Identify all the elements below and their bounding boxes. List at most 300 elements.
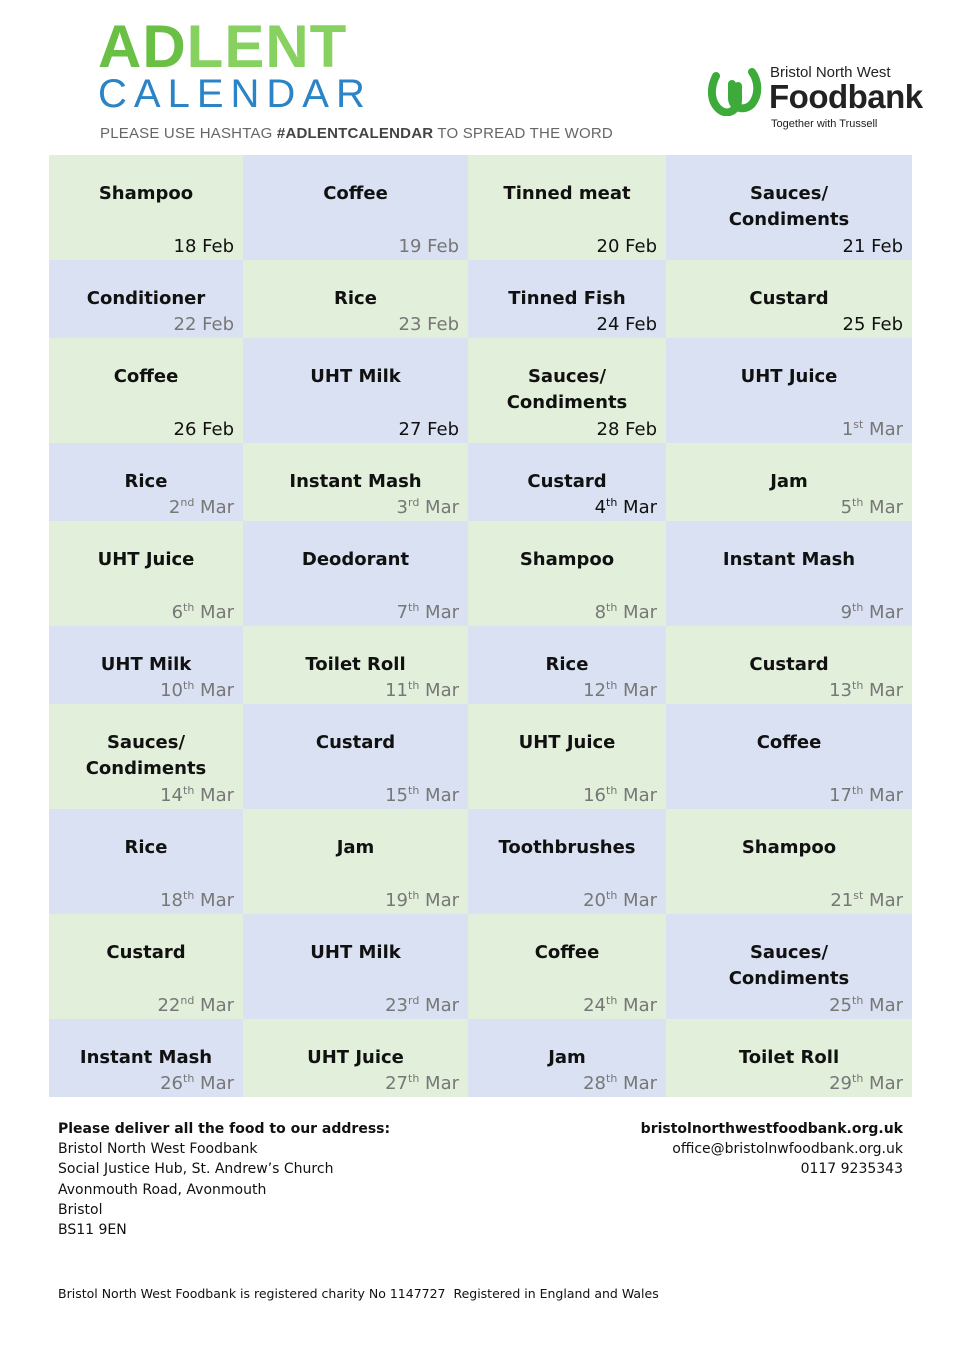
date-month: Mar: [194, 1073, 234, 1094]
calendar-day: [243, 443, 468, 521]
address-line: BS11 9EN: [58, 1222, 127, 1239]
calendar-day: [243, 914, 468, 1019]
date-month: Feb: [865, 236, 903, 257]
day-date: [597, 418, 658, 442]
date-month: Mar: [194, 785, 234, 806]
donation-item-line: Instant Mash: [722, 549, 856, 570]
date-ordinal: th: [183, 679, 195, 692]
date-day: 27: [385, 1073, 409, 1094]
date-day: 28: [596, 419, 620, 440]
day-date: [583, 784, 657, 808]
date-day: 26: [173, 419, 197, 440]
date-day: 28: [583, 1073, 607, 1094]
logo-lent: LENT: [186, 13, 348, 80]
donation-item-line: Toothbrushes: [498, 837, 636, 858]
day-date: [830, 889, 903, 913]
day-date: [174, 235, 235, 259]
date-month: Mar: [617, 890, 657, 911]
calendar-day: [468, 155, 666, 260]
donation-item-line: Toilet Roll: [305, 654, 406, 675]
calendar-day: [49, 704, 243, 809]
donation-item: [666, 652, 912, 678]
date-day: 22: [157, 995, 181, 1016]
date-month: Mar: [617, 497, 657, 518]
date-ordinal: th: [606, 679, 618, 692]
donation-item-line: Custard: [749, 654, 829, 675]
day-date: [583, 889, 657, 913]
donation-item-line: Rice: [334, 288, 377, 309]
day-date: [160, 679, 234, 703]
date-day: 10: [160, 680, 184, 701]
donation-item-line: Custard: [315, 732, 396, 753]
donation-item: [243, 364, 468, 390]
day-date: [843, 235, 904, 259]
donation-item-line: Jam: [548, 1047, 586, 1068]
date-month: Mar: [617, 602, 657, 623]
donation-item-line: Rice: [124, 837, 168, 858]
logo-calendar: CALENDAR: [98, 72, 372, 116]
date-day: 20: [583, 890, 607, 911]
donation-item-line: Coffee: [113, 366, 179, 387]
date-day: 25: [842, 314, 866, 335]
date-ordinal: th: [606, 496, 618, 509]
date-ordinal: th: [183, 784, 195, 797]
date-day: 5: [840, 497, 853, 518]
donation-item-line: Custard: [527, 471, 607, 492]
phone-number: 0117 9235343: [800, 1161, 903, 1178]
date-ordinal: rd: [408, 994, 420, 1007]
tagline-hashtag: #ADLENTCALENDAR: [276, 125, 434, 142]
calendar-day: [243, 626, 468, 704]
donation-item: [49, 652, 243, 678]
date-day: 23: [385, 995, 408, 1016]
date-day: 18: [160, 890, 184, 911]
date-month: Feb: [196, 236, 234, 257]
calendar-day: [468, 338, 666, 443]
donation-item: [666, 547, 912, 573]
calendar-day: [666, 260, 912, 338]
date-day: 12: [583, 680, 607, 701]
donation-item-line: Sauces/: [749, 183, 829, 204]
donation-item: [243, 286, 468, 312]
calendar-day: [49, 155, 243, 260]
calendar-day: [49, 443, 243, 521]
date-month: Mar: [419, 890, 459, 911]
date-day: 4: [594, 497, 607, 518]
calendar-day: [243, 809, 468, 914]
day-date: [399, 235, 460, 259]
calendar-day: [49, 338, 243, 443]
day-date: [157, 994, 234, 1018]
date-month: Feb: [421, 236, 459, 257]
date-day: 15: [385, 785, 409, 806]
donation-item: [468, 730, 666, 756]
day-date: [597, 313, 658, 337]
foodbank-logo: [708, 64, 923, 134]
logo-wordmark: [98, 13, 372, 80]
donation-item: [49, 940, 243, 966]
date-ordinal: th: [183, 1072, 195, 1085]
calendar-day: [468, 809, 666, 914]
date-month: Feb: [421, 419, 459, 440]
date-day: 27: [398, 419, 422, 440]
foodbank-mark-icon: [708, 68, 762, 116]
date-ordinal: th: [183, 601, 195, 614]
day-date: [843, 313, 904, 337]
calendar-day: [468, 260, 666, 338]
donation-item-line: Tinned meat: [503, 183, 631, 204]
donation-item: [243, 652, 468, 678]
date-month: Mar: [419, 602, 459, 623]
day-date: [595, 496, 657, 520]
donation-item: [49, 286, 243, 312]
date-month: Mar: [863, 890, 903, 911]
donation-item-line: UHT Milk: [310, 366, 401, 387]
adlent-calendar-logo: [98, 13, 372, 116]
donation-item-line: UHT Juice: [740, 366, 838, 387]
date-month: Feb: [619, 236, 657, 257]
donation-item: [468, 364, 666, 416]
address-line: Avonmouth Road, Avonmouth: [58, 1181, 267, 1198]
donation-item: [666, 364, 912, 390]
day-date: [385, 784, 459, 808]
day-date: [160, 889, 234, 913]
charity-notice: Bristol North West Foodbank is registered charity No 1147727 Registered in England and Wales: [58, 1286, 659, 1301]
date-ordinal: th: [606, 601, 618, 614]
date-day: 17: [829, 785, 853, 806]
calendar-row: [49, 521, 912, 626]
address-heading: Please deliver all the food to our address:: [58, 1121, 391, 1137]
calendar-day: [468, 704, 666, 809]
donation-item-line: Tinned Fish: [508, 288, 626, 309]
date-month: Mar: [617, 995, 657, 1016]
date-month: Mar: [617, 1073, 657, 1094]
donation-item: [666, 469, 912, 495]
calendar-day: [666, 338, 912, 443]
date-month: Feb: [196, 314, 234, 335]
calendar-day: [666, 521, 912, 626]
donation-item-line: Instant Mash: [79, 1047, 213, 1068]
day-date: [397, 496, 459, 520]
donation-item-line: Jam: [770, 471, 808, 492]
donation-item-line: Coffee: [323, 183, 388, 204]
day-date: [160, 1072, 234, 1096]
calendar-day: [243, 338, 468, 443]
date-month: Mar: [863, 680, 903, 701]
calendar-row: [49, 443, 912, 521]
date-ordinal: th: [852, 784, 864, 797]
donation-item: [243, 730, 468, 756]
date-ordinal: th: [408, 601, 420, 614]
date-month: Mar: [617, 680, 657, 701]
date-day: 3: [396, 497, 408, 518]
date-month: Feb: [421, 314, 459, 335]
date-month: Mar: [863, 785, 903, 806]
donation-item: [49, 547, 243, 573]
calendar-day: [49, 809, 243, 914]
calendar-row: [49, 704, 912, 809]
date-day: 8: [594, 602, 607, 623]
calendar-day: [49, 260, 243, 338]
donation-item: [666, 181, 912, 233]
date-day: 13: [829, 680, 853, 701]
donation-item: [49, 364, 243, 390]
date-ordinal: th: [408, 1072, 420, 1085]
date-ordinal: th: [606, 784, 618, 797]
calendar-row: [49, 260, 912, 338]
donation-item: [666, 940, 912, 992]
calendar-row: [49, 809, 912, 914]
donation-item: [468, 1045, 666, 1071]
donation-item-line: Sauces/: [527, 366, 607, 387]
calendar-row: [49, 338, 912, 443]
donation-item: [243, 1045, 468, 1071]
day-date: [385, 889, 459, 913]
day-date: [841, 601, 903, 625]
calendar-day: [666, 626, 912, 704]
day-date: [595, 601, 657, 625]
day-date: [829, 679, 903, 703]
donation-item: [468, 286, 666, 312]
date-month: Mar: [863, 497, 903, 518]
day-date: [597, 235, 658, 259]
donation-item-line: Toilet Roll: [738, 1047, 840, 1068]
donation-item-line: Jam: [336, 837, 375, 858]
date-month: Mar: [419, 995, 459, 1016]
calendar-day: [666, 914, 912, 1019]
calendar-row: [49, 155, 912, 260]
day-date: [385, 994, 459, 1018]
day-date: [399, 313, 460, 337]
date-ordinal: st: [853, 889, 864, 902]
calendar-day: [468, 443, 666, 521]
delivery-address: [58, 1119, 390, 1240]
donation-item-line: UHT Juice: [307, 1047, 404, 1068]
calendar-row: [49, 1019, 912, 1097]
email-link[interactable]: office@bristolnwfoodbank.org.uk: [672, 1141, 903, 1158]
address-line: Social Justice Hub, St. Andrew’s Church: [58, 1161, 334, 1178]
day-date: [583, 994, 657, 1018]
website-link[interactable]: bristolnorthwestfoodbank.org.uk: [640, 1121, 903, 1137]
date-month: Feb: [196, 419, 234, 440]
calendar-day: [49, 626, 243, 704]
calendar-day: [243, 1019, 468, 1097]
date-day: 16: [583, 785, 607, 806]
calendar-day: [243, 155, 468, 260]
donation-item-line: Condiments: [728, 209, 850, 230]
donation-item-line: Custard: [106, 942, 186, 963]
day-date: [172, 601, 234, 625]
date-day: 20: [596, 236, 620, 257]
date-month: Mar: [194, 995, 234, 1016]
donation-item-line: Deodorant: [301, 549, 410, 570]
date-day: 29: [829, 1073, 853, 1094]
date-day: 21: [830, 890, 854, 911]
day-date: [829, 784, 903, 808]
day-date: [399, 418, 460, 442]
date-month: Mar: [419, 680, 459, 701]
donation-item: [468, 547, 666, 573]
date-month: Feb: [619, 314, 657, 335]
donation-item: [243, 940, 468, 966]
donation-item-line: Condiments: [85, 758, 207, 779]
date-month: Feb: [865, 314, 903, 335]
date-day: 14: [160, 785, 184, 806]
date-day: 11: [385, 680, 409, 701]
date-day: 21: [842, 236, 866, 257]
day-date: [160, 784, 234, 808]
donation-item-line: Shampoo: [519, 549, 615, 570]
donation-item: [49, 730, 243, 782]
date-month: Mar: [863, 1073, 903, 1094]
donation-item-line: Rice: [124, 471, 168, 492]
date-ordinal: th: [852, 496, 864, 509]
date-month: Feb: [619, 419, 657, 440]
date-ordinal: th: [852, 1072, 864, 1085]
date-day: 24: [583, 995, 607, 1016]
date-day: 26: [160, 1073, 184, 1094]
donation-item: [468, 469, 666, 495]
donation-item: [49, 181, 243, 207]
calendar-grid: [49, 155, 912, 1097]
calendar-day: [243, 521, 468, 626]
day-date: [829, 994, 903, 1018]
date-day: 1: [841, 419, 854, 440]
date-month: Mar: [419, 785, 459, 806]
date-day: 19: [385, 890, 409, 911]
date-ordinal: nd: [180, 994, 195, 1007]
date-ordinal: th: [606, 889, 618, 902]
donation-item: [243, 181, 468, 207]
donation-item: [666, 835, 912, 861]
donation-item-line: UHT Juice: [97, 549, 195, 570]
date-month: Mar: [194, 602, 234, 623]
date-month: Mar: [194, 890, 234, 911]
date-day: 24: [596, 314, 620, 335]
donation-item: [49, 835, 243, 861]
date-ordinal: th: [183, 889, 195, 902]
calendar-day: [666, 443, 912, 521]
date-ordinal: th: [408, 784, 420, 797]
donation-item-line: Shampoo: [98, 183, 194, 204]
org-region: Bristol North West: [770, 64, 891, 81]
date-month: Mar: [617, 785, 657, 806]
date-day: 18: [173, 236, 197, 257]
day-date: [174, 313, 235, 337]
date-ordinal: th: [408, 889, 420, 902]
date-ordinal: st: [853, 418, 864, 431]
donation-item-line: Conditioner: [86, 288, 206, 309]
donation-item-line: Coffee: [756, 732, 822, 753]
calendar-day: [666, 155, 912, 260]
donation-item-line: UHT Juice: [518, 732, 616, 753]
donation-item-line: Coffee: [534, 942, 600, 963]
address-line: Bristol North West Foodbank: [58, 1141, 258, 1158]
date-day: 6: [171, 602, 184, 623]
date-ordinal: nd: [180, 496, 195, 509]
calendar-row: [49, 626, 912, 704]
calendar-day: [666, 1019, 912, 1097]
date-day: 22: [173, 314, 197, 335]
day-date: [841, 496, 903, 520]
donation-item: [243, 469, 468, 495]
donation-item: [666, 730, 912, 756]
donation-item-line: Condiments: [506, 392, 628, 413]
donation-item: [49, 469, 243, 495]
calendar-day: [468, 626, 666, 704]
donation-item: [243, 835, 468, 861]
calendar-day: [468, 914, 666, 1019]
calendar-day: [468, 1019, 666, 1097]
donation-item-line: UHT Milk: [310, 942, 401, 963]
date-month: Mar: [863, 602, 903, 623]
calendar-day: [49, 521, 243, 626]
date-ordinal: th: [852, 994, 864, 1007]
donation-item-line: Shampoo: [741, 837, 837, 858]
day-date: [385, 679, 459, 703]
donation-item: [49, 1045, 243, 1071]
date-day: 2: [168, 497, 181, 518]
org-tagline: Together with Trussell: [771, 118, 878, 130]
address-line: Bristol: [58, 1201, 103, 1218]
date-ordinal: th: [852, 679, 864, 692]
hashtag-tagline: [100, 125, 613, 142]
donation-item: [468, 835, 666, 861]
date-ordinal: th: [606, 1072, 618, 1085]
donation-item-line: Rice: [545, 654, 589, 675]
day-date: [829, 1072, 903, 1096]
donation-item-line: Custard: [749, 288, 829, 309]
donation-item-line: Sauces/: [749, 942, 829, 963]
donation-item: [468, 181, 666, 207]
tagline-post: TO SPREAD THE WORD: [433, 125, 613, 142]
day-date: [397, 601, 459, 625]
org-name: Foodbank: [769, 78, 923, 115]
calendar-day: [243, 260, 468, 338]
donation-item-line: Instant Mash: [289, 471, 422, 492]
calendar-day: [666, 809, 912, 914]
date-day: 7: [396, 602, 409, 623]
calendar-day: [666, 704, 912, 809]
date-day: 25: [829, 995, 853, 1016]
date-month: Mar: [194, 680, 234, 701]
donation-item-line: Sauces/: [106, 732, 186, 753]
donation-item-line: Condiments: [728, 968, 850, 989]
date-day: 9: [840, 602, 853, 623]
logo-ad: AD: [98, 13, 187, 80]
date-month: Mar: [194, 497, 234, 518]
calendar-day: [468, 521, 666, 626]
day-date: [385, 1072, 459, 1096]
day-date: [583, 1072, 657, 1096]
donation-item: [666, 1045, 912, 1071]
day-date: [842, 418, 903, 442]
day-date: [583, 679, 657, 703]
donation-item-line: UHT Milk: [100, 654, 192, 675]
tagline-pre: PLEASE USE HASHTAG: [100, 125, 277, 142]
date-month: Mar: [863, 419, 903, 440]
date-day: 19: [398, 236, 422, 257]
date-month: Mar: [419, 497, 459, 518]
calendar-day: [49, 914, 243, 1019]
day-date: [169, 496, 234, 520]
date-month: Mar: [863, 995, 903, 1016]
day-date: [174, 418, 235, 442]
contact-details: [641, 1119, 903, 1180]
donation-item: [468, 652, 666, 678]
calendar-day: [49, 1019, 243, 1097]
donation-item: [468, 940, 666, 966]
